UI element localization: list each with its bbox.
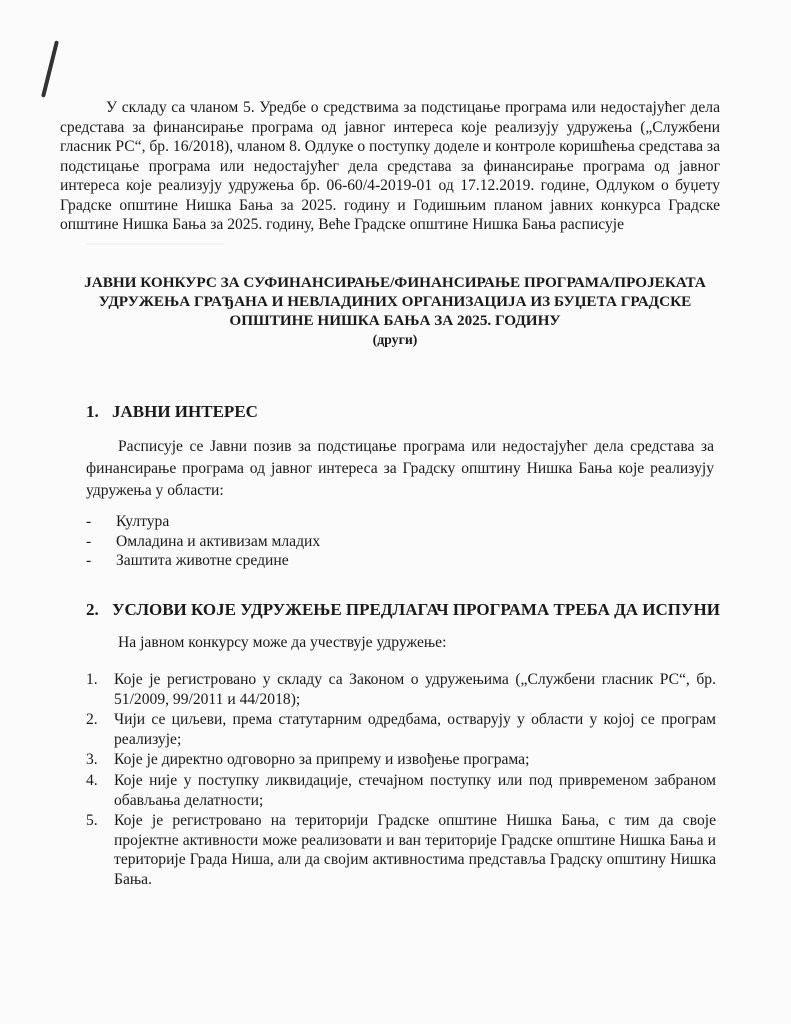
title-subtitle: (други) xyxy=(372,332,418,347)
list-item: - Заштита животне средине xyxy=(86,552,289,569)
title-line-1: ЈАВНИ КОНКУРС ЗА СУФИНАНСИРАЊЕ/ФИНАНСИРАЊЕ ПРОГРАМА/ПРОЈЕКАТА xyxy=(84,274,706,291)
list-item: 4. Које није у поступку ликвидације, стечајном поступку или под привременом забраном обављања делатности; xyxy=(86,771,716,809)
list-item: 5. Које је регистровано на територији Градске општине Нишка Бања, с тим да своје пројектне активности може реализовати и ван територије Градске општине Нишка Бања и територије Града Ниша, али да својим активностима представља Градску општину Нишка Бања. xyxy=(86,812,716,888)
list-item: 2. Чији се циљеви, према статутарним одредбама, остварују у области у којој се програм реализује; xyxy=(86,711,716,748)
section-2-lead: На јавном конкурсу може да учествује удружење: xyxy=(118,634,447,651)
title-line-3: ОПШТИНЕ НИШКА БАЊА ЗА 2025. ГОДИНУ xyxy=(229,312,561,329)
show-through: ─────────────── xyxy=(86,236,225,251)
areas-list xyxy=(86,512,320,571)
list-item: 3. Које је директно одговорно за припрему и извођење програма; xyxy=(86,751,530,769)
list-item: 1. Које је регистровано у складу са Законом о удружењима („Службени гласник РС“, бр. 51/2009, 99/2011 и 44/2018); xyxy=(86,671,716,708)
section-1-text: Расписује се Јавни позив за подстицање програма или недостајућег дела средстава за финансирање програма од јавног интереса за Градску општину Нишка Бања које реализују удружења у области: xyxy=(86,438,714,499)
section-1-number: 1. xyxy=(86,402,99,421)
section-2-number: 2. xyxy=(86,600,99,619)
pen-mark xyxy=(41,40,59,97)
title-line-2: УДРУЖЕЊА ГРАЂАНА И НЕВЛАДИНИХ ОРГАНИЗАЦИЈА ИЗ БУЏЕТА ГРАДСКЕ xyxy=(98,293,692,310)
section-1-title: ЈАВНИ ИНТЕРЕС xyxy=(112,402,258,421)
section-2-heading xyxy=(86,600,720,620)
document-title xyxy=(40,273,750,349)
section-2-title: УСЛОВИ КОЈЕ УДРУЖЕЊЕ ПРЕДЛАГАЧ ПРОГРАМА ТРЕБА ДА ИСПУНИ xyxy=(112,600,720,619)
list-item: - Култура xyxy=(86,513,170,530)
section-1-heading xyxy=(86,402,258,422)
intro-paragraph: У складу са чланом 5. Уредбе о средствима за подстицање програма или недостајућег дела средстава за финансирање програма од јавног интереса које реализују удружења („Службени гласник РС“, бр. 16/2018), чланом 8. Одлуке о поступку доделе и контроле коришћења средстава за подстицање програма или недостајућег дела средстава за финансирање програма од јавног интереса које реализују удружења бр. 06-60/4-2019-01 од 17.12.2019. године, Одлуком о буџету Градске општине Нишка Бања за 2025. годину и Годишњим планом јавних конкурса Градске општине Нишка Бања за 2025. годину, Веће Градске општине Нишка Бања расписује xyxy=(60,99,720,233)
list-item: - Омладина и активизам младих xyxy=(86,532,321,550)
conditions-list xyxy=(86,670,716,891)
